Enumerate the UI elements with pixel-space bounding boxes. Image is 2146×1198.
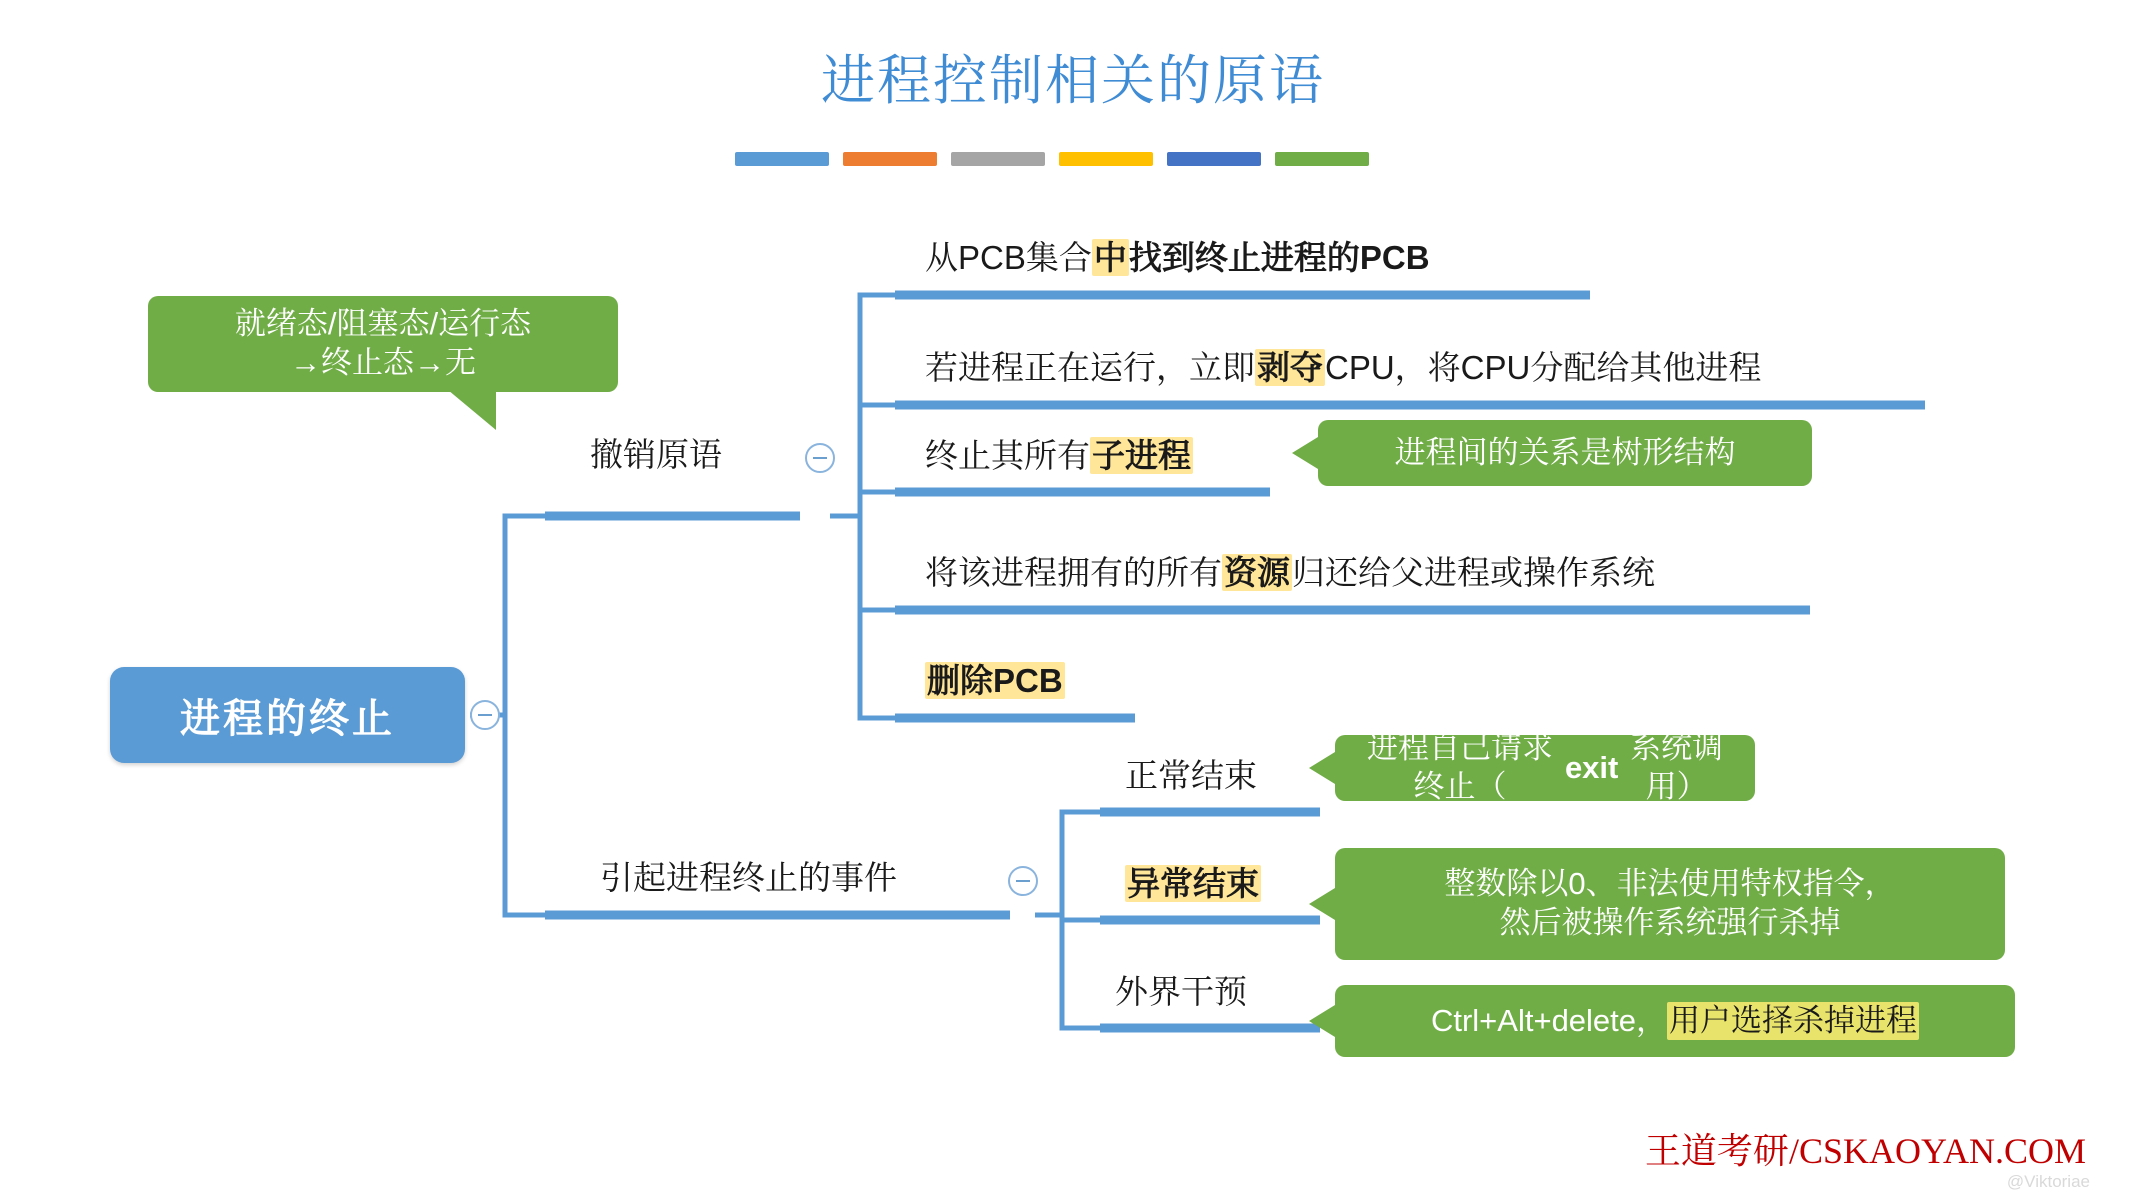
leaf-preempt-cpu-pre: 若进程正在运行，立即 [925,349,1255,386]
callout-normal-end-post: 系统调用） [1630,730,1724,804]
leaf-external-intervention[interactable]: 外界干预 [1115,973,1247,1010]
leaf-find-pcb-highlight: 中 [1093,239,1127,276]
root-node-label: 进程的终止 [180,696,395,741]
callout-state-transition-line1: 就绪态/阻塞态/运行态 [234,306,532,342]
leaf-terminate-children[interactable] [925,430,1193,477]
rule-segment-6 [1275,152,1369,166]
branch-events-label[interactable]: 引起进程终止的事件 [600,859,897,896]
leaf-return-resources-post: 归还给父进程或操作系统 [1292,554,1655,591]
callout-external-intervention-highlight: 用户选择杀掉进程 [1667,1002,1919,1041]
rule-segment-3 [951,152,1045,166]
watermark: @Viktoriae [2006,1172,2090,1191]
rule-segment-2 [843,152,937,166]
leaf-delete-pcb[interactable] [925,655,1065,702]
leaf-normal-end[interactable]: 正常结束 [1125,757,1257,794]
callout-abnormal-end [1335,848,2005,960]
callout-tree-structure-text: 进程间的关系是树形结构 [1394,434,1736,470]
leaf-abnormal-end[interactable] [1125,858,1261,905]
leaf-preempt-cpu-post: CPU，将CPU分配给其他进程 [1325,349,1762,386]
leaf-delete-pcb-highlight: 删除PCB [927,662,1063,699]
callout-normal-end-mono: exit [1564,749,1619,785]
callout-state-transition-line2: →终止态→无 [290,345,476,380]
page-title: 进程控制相关的原语 [821,51,1325,111]
callout-external-intervention-pre: Ctrl+Alt+delete， [1430,1002,1668,1038]
callout-external-intervention [1335,985,2015,1057]
root-node[interactable] [110,667,465,763]
leaf-return-resources-highlight: 资源 [1224,554,1290,591]
leaf-terminate-children-highlight: 子进程 [1092,437,1191,474]
footer-site: /CSKAOYAN.COM [1788,1131,2086,1171]
footer-brand-name: 王道考研 [1644,1131,1789,1171]
leaf-find-pcb[interactable] [925,232,1430,279]
branch-revoke-label[interactable]: 撤销原语 [590,436,722,473]
leaf-preempt-cpu[interactable] [925,342,1761,389]
leaf-return-resources-pre: 将该进程拥有的所有 [925,554,1222,591]
leaf-abnormal-end-highlight: 异常结束 [1127,865,1259,902]
callout-normal-end [1335,730,1755,804]
branch-revoke-collapse-toggle[interactable] [805,443,835,473]
root-collapse-toggle[interactable] [470,700,500,730]
leaf-return-resources[interactable] [925,547,1655,594]
branch-events-collapse-toggle[interactable] [1008,866,1038,896]
rule-segment-4 [1059,152,1153,166]
rule-segment-1 [735,152,829,166]
leaf-find-pcb-post: 找到终止进程的PCB [1128,239,1430,276]
footer-brand [1645,1123,2086,1174]
callout-tree-structure [1318,420,1812,486]
callout-abnormal-end-line2: 然后被操作系统强行杀掉 [1499,905,1841,940]
leaf-terminate-children-pre: 终止其所有 [925,437,1090,474]
leaf-find-pcb-pre: 从PCB集合 [925,239,1092,276]
callout-normal-end-pre: 进程自己请求终止（ [1366,730,1553,804]
title-rule [735,152,1369,166]
rule-segment-5 [1167,152,1261,166]
callout-abnormal-end-line1: 整数除以0、非法使用特权指令， [1444,866,1896,902]
leaf-preempt-cpu-highlight: 剥夺 [1257,349,1323,386]
callout-state-transition [148,296,618,392]
